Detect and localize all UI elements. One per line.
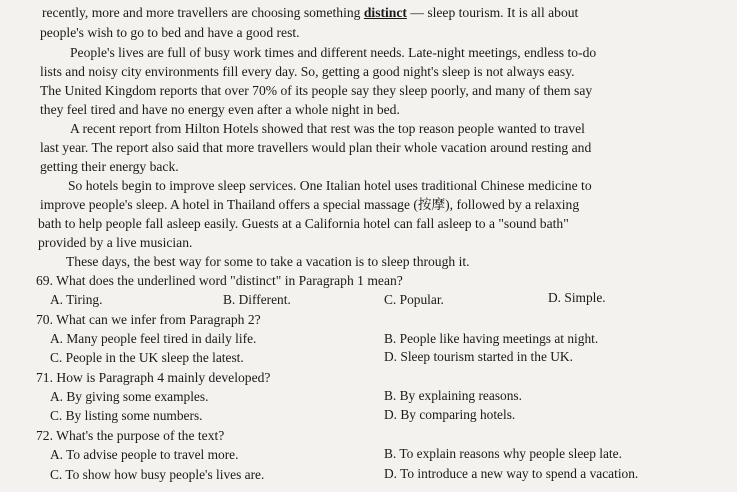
passage-line: bath to help people fall asleep easily. Guests at a California hotel can fall asleep to a "sound bath" <box>38 216 569 231</box>
passage-line: So hotels begin to improve sleep services. One Italian hotel uses traditional Chinese medicine to <box>68 178 592 193</box>
question-stem: 71. How is Paragraph 4 mainly developed? <box>36 370 271 385</box>
option-b: B. Different. <box>223 292 291 307</box>
option-c: C. People in the UK sleep the latest. <box>50 350 244 365</box>
passage-line <box>42 4 578 22</box>
option-a: A. Many people feel tired in daily life. <box>50 331 257 346</box>
passage-line: The United Kingdom reports that over 70% of its people say they sleep poorly, and many of them say <box>40 83 593 98</box>
passage-line: last year. The report also said that more travellers would plan their whole vacation around resting and <box>40 140 592 155</box>
option-b: B. By explaining reasons. <box>384 388 522 403</box>
option-c: C. Popular. <box>384 292 444 307</box>
option-a: A. To advise people to travel more. <box>50 447 239 462</box>
passage-line: improve people's sleep. A hotel in Thailand offers a special massage (按摩), followed by a relaxing <box>40 197 580 212</box>
underlined-word: distinct <box>363 5 407 20</box>
passage-text: recently, more and more travellers are choosing something <box>42 5 364 20</box>
passage-line: they feel tired and have no energy even after a whole night in bed. <box>40 102 400 117</box>
question-stem: 69. What does the underlined word "distinct" in Paragraph 1 mean? <box>36 273 403 288</box>
passage-text: — sleep tourism. It is all about <box>406 5 579 20</box>
passage-line: provided by a live musician. <box>38 235 193 250</box>
option-c: C. To show how busy people's lives are. <box>50 467 265 482</box>
passage-line: These days, the best way for some to take a vacation is to sleep through it. <box>66 254 470 269</box>
option-d: D. By comparing hotels. <box>384 407 516 422</box>
option-b: B. To explain reasons why people sleep late. <box>384 446 622 461</box>
passage-line: people's wish to go to bed and have a good rest. <box>40 25 300 40</box>
question-stem: 70. What can we infer from Paragraph 2? <box>36 312 261 327</box>
passage-line: getting their energy back. <box>40 159 179 174</box>
option-d: D. To introduce a new way to spend a vacation. <box>384 466 639 481</box>
option-a: A. Tiring. <box>50 292 103 307</box>
option-d: D. Simple. <box>548 290 606 305</box>
option-b: B. People like having meetings at night. <box>384 331 599 346</box>
passage-line: A recent report from Hilton Hotels showed that rest was the top reason people wanted to travel <box>70 121 585 136</box>
option-d: D. Sleep tourism started in the UK. <box>384 349 573 364</box>
passage-line: People's lives are full of busy work times and different needs. Late-night meetings, endless to-do <box>70 45 597 60</box>
option-c: C. By listing some numbers. <box>50 408 203 423</box>
passage-line: lists and noisy city environments fill every day. So, getting a good night's sleep is not always easy. <box>40 64 575 79</box>
option-a: A. By giving some examples. <box>50 389 209 404</box>
question-stem: 72. What's the purpose of the text? <box>36 428 225 443</box>
